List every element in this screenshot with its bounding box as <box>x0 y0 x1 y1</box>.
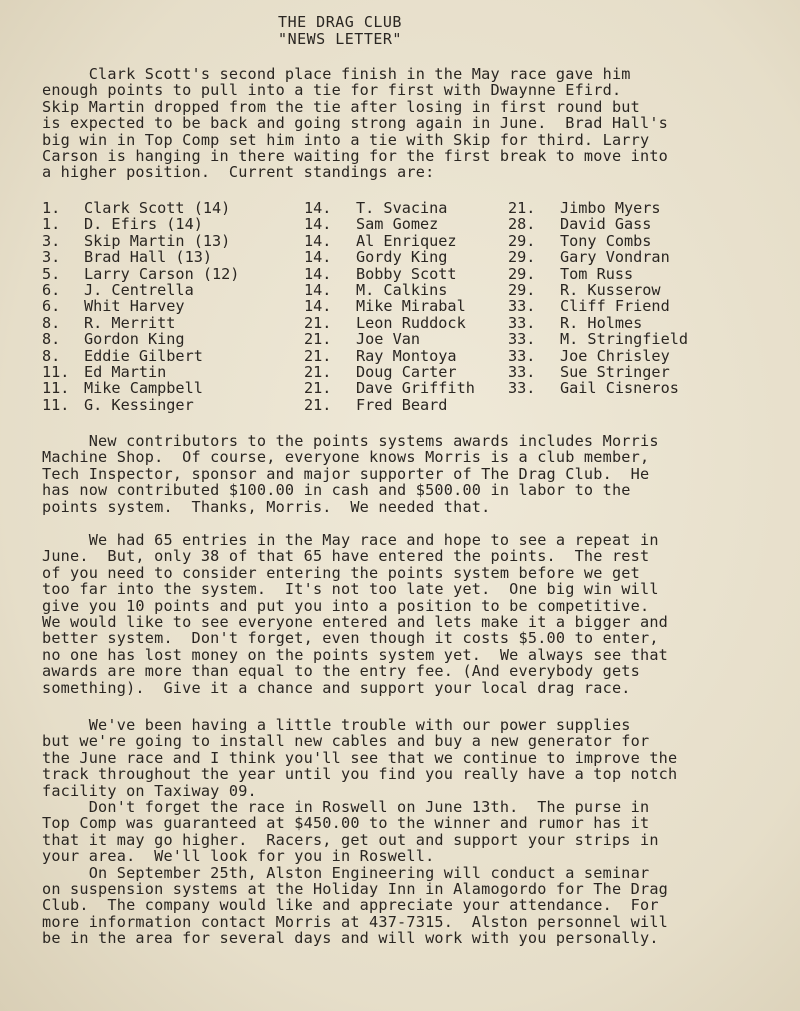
standings-row <box>42 364 239 380</box>
standings-row <box>508 200 688 216</box>
newsletter-subtitle: "NEWS LETTER" <box>278 30 402 48</box>
standing-name: M. Calkins <box>356 280 448 299</box>
text-line: has now contributed $100.00 in cash and $500.00 in labor to the <box>42 481 631 500</box>
standing-name: Cliff Friend <box>560 297 670 316</box>
standing-rank: 33. <box>508 330 536 349</box>
standings-row <box>304 249 475 265</box>
standing-rank: 3. <box>42 248 61 267</box>
standings-row <box>508 364 688 380</box>
standings-row <box>42 315 239 331</box>
standing-name: Tom Russ <box>560 264 634 283</box>
standing-rank: 14. <box>304 297 332 316</box>
text-line: awards are more than equal to the entry fee. (And everybody gets <box>42 662 640 681</box>
text-line: Don't forget the race in Roswell on June 13th. The purse in <box>42 798 650 817</box>
standing-rank: 33. <box>508 362 536 381</box>
standing-name: Gordy King <box>356 248 448 267</box>
standing-rank: 11. <box>42 395 70 414</box>
standings-row <box>304 266 475 282</box>
standings-row <box>42 233 239 249</box>
text-line: give you 10 points and put you into a position to be competitive. <box>42 596 650 615</box>
text-line: that it may go higher. Racers, get out and support your strips in <box>42 830 659 849</box>
standing-rank: 3. <box>42 231 61 250</box>
text-line: too far into the system. It's not too late yet. One big win will <box>42 580 659 599</box>
text-line: more information contact Morris at 437-7315. Alston personnel will <box>42 912 669 931</box>
standings-row <box>304 282 475 298</box>
standings-row <box>508 233 688 249</box>
standings-row <box>42 216 239 232</box>
text-line: big win in Top Comp set him into a tie with Skip for third. Larry <box>42 130 650 149</box>
standings-row <box>304 331 475 347</box>
standing-name: G. Kessinger <box>84 395 194 414</box>
newsletter-title: THE DRAG CLUB <box>278 13 402 31</box>
text-line: track throughout the year until you find you really have a top notch <box>42 765 678 784</box>
standing-rank: 14. <box>304 280 332 299</box>
standing-rank: 29. <box>508 231 536 250</box>
standing-name: Sue Stringer <box>560 362 670 381</box>
standings-row <box>508 282 688 298</box>
standing-name: Gary Vondran <box>560 248 670 267</box>
standing-name: Dave Griffith <box>356 379 475 398</box>
standing-name: Leon Ruddock <box>356 313 466 332</box>
standings-row <box>304 315 475 331</box>
text-line: Top Comp was guaranteed at $450.00 to the winner and rumor has it <box>42 814 650 833</box>
standing-name: Gordon King <box>84 330 185 349</box>
standing-name: Fred Beard <box>356 395 448 414</box>
standings-row <box>42 331 239 347</box>
standing-name: Eddie Gilbert <box>84 346 203 365</box>
standing-rank: 33. <box>508 297 536 316</box>
standing-rank: 6. <box>42 297 61 316</box>
standings-row <box>304 380 475 396</box>
standing-rank: 14. <box>304 215 332 234</box>
text-line: better system. Don't forget, even though it costs $5.00 to enter, <box>42 629 659 648</box>
text-line: your area. We'll look for you in Roswell. <box>42 847 435 866</box>
contributors-paragraph <box>42 433 742 515</box>
standings-row <box>304 364 475 380</box>
text-line: enough points to pull into a tie for first with Dwaynne Efird. <box>42 81 622 100</box>
standings-row <box>42 298 239 314</box>
standing-name: Joe Chrisley <box>560 346 670 365</box>
standings-row <box>304 298 475 314</box>
standing-rank: 8. <box>42 330 61 349</box>
text-line: the June race and I think you'll see that we continue to improve the <box>42 748 678 767</box>
standing-name: D. Efirs (14) <box>84 215 203 234</box>
standing-name: T. Svacina <box>356 199 448 217</box>
text-line: facility on Taxiway 09. <box>42 781 257 800</box>
standing-rank: 29. <box>508 248 536 267</box>
standings-row <box>304 348 475 364</box>
standing-rank: 21. <box>304 313 332 332</box>
text-line: On September 25th, Alston Engineering will conduct a seminar <box>42 863 650 882</box>
standing-name: R. Holmes <box>560 313 643 332</box>
standings-row <box>304 397 475 413</box>
text-line: June. But, only 38 of that 65 have entered the points. The rest <box>42 547 650 566</box>
standing-rank: 29. <box>508 264 536 283</box>
newsletter-header <box>0 14 680 48</box>
standings-row <box>304 233 475 249</box>
standing-rank: 8. <box>42 346 61 365</box>
standing-name: R. Kusserow <box>560 280 661 299</box>
standing-rank: 33. <box>508 313 536 332</box>
text-line: of you need to consider entering the points system before we get <box>42 563 640 582</box>
standing-name: Sam Gomez <box>356 215 439 234</box>
standings-row <box>42 200 239 216</box>
text-line: We would like to see everyone entered and lets make it a bigger and <box>42 613 669 632</box>
text-line: something). Give it a chance and support your local drag race. <box>42 678 631 697</box>
standings-row <box>42 266 239 282</box>
standings-row <box>508 249 688 265</box>
standing-name: Larry Carson (12) <box>84 264 240 283</box>
standing-name: Joe Van <box>356 330 421 349</box>
standing-name: Al Enriquez <box>356 231 457 250</box>
standing-rank: 11. <box>42 362 70 381</box>
text-line: We had 65 entries in the May race and hope to see a repeat in <box>42 531 659 549</box>
standings-column-3 <box>508 200 688 397</box>
text-line: Tech Inspector, sponsor and major supporter of The Drag Club. He <box>42 464 650 483</box>
standing-rank: 1. <box>42 215 61 234</box>
standing-name: Bobby Scott <box>356 264 457 283</box>
text-line: is expected to be back and going strong again in June. Brad Hall's <box>42 114 669 133</box>
standing-name: Mike Mirabal <box>356 297 466 316</box>
text-line: points system. Thanks, Morris. We needed that. <box>42 497 491 516</box>
standing-name: Gail Cisneros <box>560 379 679 398</box>
standing-name: J. Centrella <box>84 280 194 299</box>
standings-row <box>508 331 688 347</box>
text-line: on suspension systems at the Holiday Inn in Alamogordo for The Drag <box>42 880 669 899</box>
power-paragraph <box>42 717 742 947</box>
standing-name: Tony Combs <box>560 231 652 250</box>
standing-rank: 14. <box>304 199 332 217</box>
standing-name: Jimbo Myers <box>560 199 661 217</box>
standing-rank: 21. <box>304 395 332 414</box>
standing-rank: 21. <box>304 346 332 365</box>
standings-row <box>304 216 475 232</box>
standing-rank: 1. <box>42 199 61 217</box>
standing-name: R. Merritt <box>84 313 176 332</box>
text-line: New contributors to the points systems awards includes Morris <box>42 432 659 450</box>
standings-row <box>42 380 239 396</box>
standing-rank: 21. <box>304 330 332 349</box>
standings-row <box>304 200 475 216</box>
standing-name: Skip Martin (13) <box>84 231 231 250</box>
standings-row <box>508 348 688 364</box>
standings-column-1 <box>42 200 239 413</box>
standing-name: M. Stringfield <box>560 330 689 349</box>
standings-row <box>508 216 688 232</box>
standing-rank: 14. <box>304 264 332 283</box>
text-line: Machine Shop. Of course, everyone knows Morris is a club member, <box>42 448 650 467</box>
text-line: Clark Scott's second place finish in the May race gave him <box>42 65 631 83</box>
standing-rank: 14. <box>304 231 332 250</box>
standings-row <box>508 380 688 396</box>
standing-rank: 6. <box>42 280 61 299</box>
standing-rank: 8. <box>42 313 61 332</box>
intro-paragraph <box>42 66 742 181</box>
standings-row <box>42 348 239 364</box>
standings-row <box>508 315 688 331</box>
text-line: We've been having a little trouble with our power supplies <box>42 716 631 734</box>
standing-rank: 5. <box>42 264 61 283</box>
standing-name: Whit Harvey <box>84 297 185 316</box>
text-line: Skip Martin dropped from the tie after losing in first round but <box>42 97 640 116</box>
standing-name: Ed Martin <box>84 362 167 381</box>
standings-column-2 <box>304 200 475 413</box>
standings-row <box>508 266 688 282</box>
standing-name: David Gass <box>560 215 652 234</box>
standing-rank: 14. <box>304 248 332 267</box>
standing-name: Doug Carter <box>356 362 457 381</box>
text-line: a higher position. Current standings are: <box>42 163 435 182</box>
standing-name: Ray Montoya <box>356 346 457 365</box>
standing-name: Mike Campbell <box>84 379 203 398</box>
text-line: Club. The company would like and appreciate your attendance. For <box>42 896 659 915</box>
text-line: no one has lost money on the points system yet. We always see that <box>42 645 669 664</box>
standing-rank: 21. <box>304 379 332 398</box>
text-line: be in the area for several days and will work with you personally. <box>42 929 659 948</box>
entries-paragraph <box>42 532 742 696</box>
standings-row <box>42 249 239 265</box>
standing-rank: 11. <box>42 379 70 398</box>
standing-name: Brad Hall (13) <box>84 248 213 267</box>
standing-rank: 28. <box>508 215 536 234</box>
standing-rank: 21. <box>304 362 332 381</box>
standing-rank: 33. <box>508 346 536 365</box>
standing-rank: 29. <box>508 280 536 299</box>
standings-row <box>42 282 239 298</box>
text-line: but we're going to install new cables and buy a new generator for <box>42 732 650 751</box>
standings-row <box>508 298 688 314</box>
standing-rank: 33. <box>508 379 536 398</box>
standing-rank: 21. <box>508 199 536 217</box>
standings-row <box>42 397 239 413</box>
text-line: Carson is hanging in there waiting for the first break to move into <box>42 147 669 166</box>
standing-name: Clark Scott (14) <box>84 199 231 217</box>
